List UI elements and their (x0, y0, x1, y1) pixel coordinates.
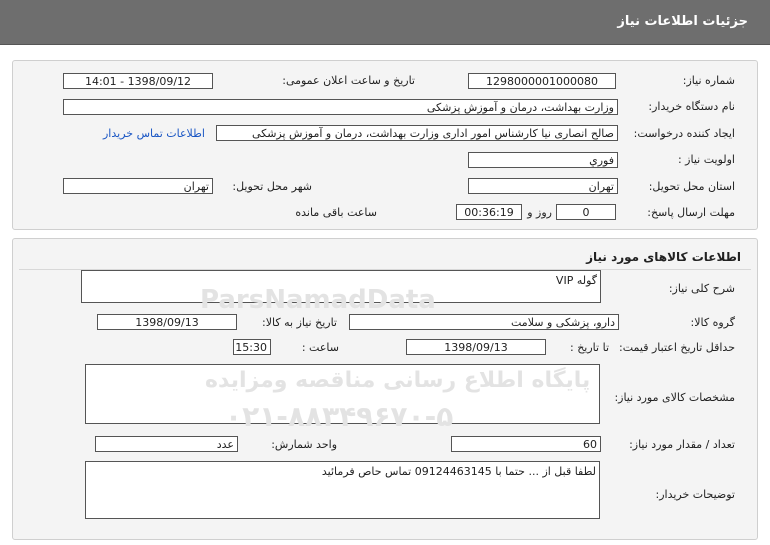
announce-datetime-field: 1398/09/12 - 14:01 (63, 73, 213, 89)
request-creator-label: ایجاد کننده درخواست: (633, 127, 735, 140)
deadline-days-field: 0 (556, 204, 616, 220)
unit-label: واحد شمارش: (271, 438, 337, 451)
delivery-province-label: استان محل تحویل: (648, 180, 735, 193)
validity-hour-label: ساعت : (301, 341, 339, 354)
hours-remaining-label: ساعت باقی مانده (295, 206, 377, 219)
priority-label: اولویت نیاز : (677, 153, 735, 166)
page-title: جزئيات اطلاعات نياز (617, 14, 748, 29)
unit-field: عدد (95, 436, 238, 452)
goods-section-title: اطلاعات کالاهای مورد نیاز (586, 250, 741, 264)
watermark-title: پایگاه اطلاع رسانی مناقصه ومزایده (205, 368, 591, 393)
general-description-label: شرح کلی نیاز: (668, 282, 735, 295)
buyer-notes-field: لطفا قبل از ... حتما با 09124463145 تماس حاص فرمائید (85, 461, 600, 519)
delivery-city-label: شهر محل تحویل: (232, 180, 312, 193)
watermark-phone: ۰۲۱-۸۸۳۴۹۶۷۰-۵ (225, 400, 454, 433)
goods-group-field: دارو، پزشکی و سلامت (349, 314, 619, 330)
goods-specs-field (85, 364, 600, 424)
days-and-label: روز و (527, 206, 552, 219)
need-number-field: 1298000001000080 (468, 73, 616, 89)
buyer-contact-link[interactable]: اطلاعات تماس خریدار (103, 127, 205, 140)
quantity-field: 60 (451, 436, 601, 452)
goods-info-panel (12, 238, 758, 540)
goods-specs-label: مشخصات کالای مورد نیاز: (614, 391, 735, 404)
goods-group-label: گروه کالا: (690, 316, 735, 329)
buyer-org-field: وزارت بهداشت، درمان و آموزش پزشکی (63, 99, 618, 115)
need-info-panel (12, 60, 758, 230)
until-date-label: تا تاریخ : (570, 341, 609, 354)
response-deadline-label: مهلت ارسال پاسخ: (647, 206, 735, 219)
general-description-field: گوله VIP (81, 270, 601, 303)
priority-field: فوري (468, 152, 618, 168)
watermark-brand: ParsNamadData (200, 285, 436, 315)
delivery-city-field: تهران (63, 178, 213, 194)
need-date-label: تاریخ نیاز به کالا: (262, 316, 337, 329)
deadline-time-field: 00:36:19 (456, 204, 522, 220)
need-date-field: 1398/09/13 (97, 314, 237, 330)
price-validity-date-field: 1398/09/13 (406, 339, 546, 355)
price-validity-label: حداقل تاریخ اعتبار قیمت: (619, 341, 735, 354)
buyer-org-label: نام دستگاه خریدار: (648, 100, 735, 113)
quantity-label: تعداد / مقدار مورد نیاز: (629, 438, 735, 451)
request-creator-field: صالح انصاری نیا کارشناس امور اداری وزارت بهداشت، درمان و آموزش پزشکی (216, 125, 618, 141)
delivery-province-field: تهران (468, 178, 618, 194)
page-header (0, 0, 770, 45)
buyer-notes-label: توضیحات خریدار: (655, 488, 735, 501)
announce-datetime-label: تاریخ و ساعت اعلان عمومی: (282, 74, 415, 87)
need-number-label: شماره نیاز: (682, 74, 735, 87)
price-validity-time-field: 15:30 (233, 339, 271, 355)
